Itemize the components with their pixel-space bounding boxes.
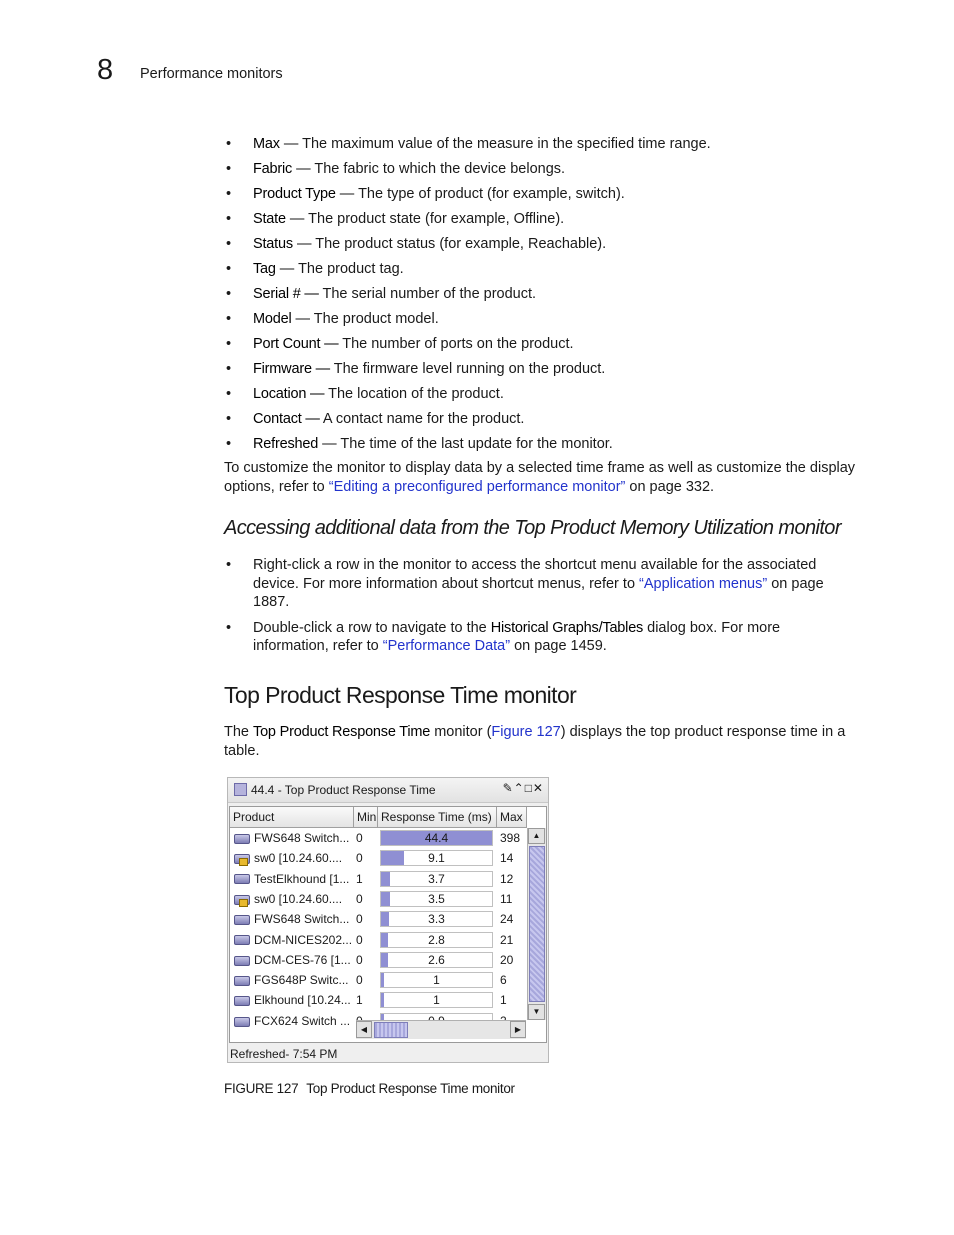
product-name: Elkhound [10.24... <box>254 993 351 1008</box>
field-description: The serial number of the product. <box>318 286 537 302</box>
product-cell <box>234 970 352 990</box>
product-name: DCM-NICES202... <box>254 932 352 947</box>
response-time-cell <box>380 909 494 929</box>
response-time-value: 3.7 <box>428 871 445 886</box>
response-intro <box>224 723 874 761</box>
max-cell: 24 <box>500 912 514 927</box>
max-cell: 12 <box>500 871 514 886</box>
min-cell: 0 <box>356 912 363 927</box>
field-list <box>224 135 874 460</box>
response-time-cell <box>380 889 494 909</box>
field-list-item: • Serial # — The serial number of the product. <box>226 286 537 302</box>
editing-monitor-link[interactable]: “Editing a preconfigured performance monitor” <box>328 479 626 495</box>
switch-icon <box>234 915 250 925</box>
response-time-value: 1 <box>433 973 440 988</box>
chapter-number: 8 <box>97 54 114 86</box>
max-cell: 11 <box>500 891 513 906</box>
switch-icon <box>234 956 250 966</box>
table-row[interactable] <box>230 909 526 929</box>
product-cell <box>234 828 352 848</box>
min-cell: 0 <box>356 851 363 866</box>
customize-page-ref: on page 332. <box>625 479 715 495</box>
response-time-cell <box>380 970 494 990</box>
field-description: — The type of product (for example, switch). <box>335 186 625 202</box>
product-cell <box>234 990 352 1010</box>
product-cell <box>234 950 352 970</box>
response-time-cell <box>380 930 494 950</box>
field-term: Location — <box>253 386 325 402</box>
max-cell: 21 <box>500 932 514 947</box>
field-term: Max <box>253 136 280 152</box>
table-row[interactable] <box>230 869 526 889</box>
field-list-item: • Fabric — The fabric to which the device belongs. <box>226 161 566 177</box>
performance-data-link[interactable]: “Performance Data” <box>382 638 511 654</box>
response-time-value: 3.3 <box>428 912 445 927</box>
accessing-data-list <box>224 556 844 663</box>
switch-warning-icon <box>234 895 250 905</box>
scroll-up-icon[interactable]: ▲ <box>528 828 545 844</box>
bullet-page-ref: on page 1887. <box>253 575 824 610</box>
chapter-title: Performance monitors <box>140 66 283 82</box>
product-name: FCX624 Switch ... <box>254 1013 351 1028</box>
min-cell: 0 <box>356 831 363 845</box>
figure-caption <box>224 1081 515 1096</box>
response-time-heading: Top Product Response Time monitor <box>224 682 577 708</box>
product-name: FWS648 Switch... <box>254 912 350 927</box>
figure-caption-text: Top Product Response Time monitor <box>306 1081 515 1096</box>
bullet-text: Double-click a row to navigate to the <box>253 619 491 636</box>
field-term: Tag <box>253 261 276 277</box>
min-cell: 0 <box>356 973 363 988</box>
response-time-table <box>229 806 547 1043</box>
switch-icon <box>234 935 250 945</box>
table-row[interactable] <box>230 848 526 868</box>
column-header-min[interactable]: Min <box>354 807 378 828</box>
field-description: — The fabric to which the device belongs. <box>292 161 566 177</box>
product-cell <box>234 930 352 950</box>
historical-graphs-term: Historical Graphs/Tables <box>490 619 644 636</box>
field-term: Status <box>253 236 293 252</box>
monitor-window-icon <box>234 783 247 796</box>
accessing-data-heading: Accessing additional data from the Top Product Memory Utilization monitor <box>224 517 841 539</box>
product-cell <box>234 909 352 929</box>
product-name: FGS648P Switc... <box>254 973 349 988</box>
field-list-item: • Firmware — The firmware level running on the product. <box>226 361 606 377</box>
field-description: The location of the product. <box>324 386 504 402</box>
product-cell <box>234 889 352 909</box>
field-term: Serial # — <box>253 286 319 302</box>
table-row[interactable] <box>230 950 526 970</box>
table-row[interactable] <box>230 990 526 1010</box>
min-cell: 1 <box>356 871 363 886</box>
monitor-title: 44.4 - Top Product Response Time <box>251 783 436 797</box>
vertical-scrollbar[interactable] <box>527 828 546 1020</box>
bullet-page-ref: on page 1459. <box>510 638 607 654</box>
bullet-text: dialog box. For more information, refer to <box>253 619 781 654</box>
product-name: TestElkhound [1... <box>254 871 350 886</box>
product-cell <box>234 1011 352 1031</box>
field-description: The number of ports on the product. <box>338 336 574 352</box>
product-name: sw0 [10.24.60.... <box>254 851 343 866</box>
customize-paragraph <box>224 459 874 497</box>
table-row[interactable] <box>230 930 526 950</box>
min-cell: 0 <box>356 932 363 947</box>
refreshed-status: Refreshed- 7:54 PM <box>230 1047 338 1061</box>
min-cell: 1 <box>356 993 363 1008</box>
max-cell: 1 <box>500 993 507 1008</box>
list-item: • Right-click a row in the monitor to access the shortcut menu available for the associated device. For more information about shortcut menus, refer to “Application menus” on page 1887. <box>226 557 824 610</box>
table-row[interactable] <box>230 889 526 909</box>
horizontal-scrollbar[interactable] <box>356 1020 526 1039</box>
response-time-cell <box>380 848 494 868</box>
intro-text: The <box>224 724 254 740</box>
list-item: • Double-click a row to navigate to the Historical Graphs/Tables dialog box. For more information, refer to “Performance Data” on page 1459. <box>226 619 781 654</box>
field-list-item: • Location — The location of the product. <box>226 386 504 402</box>
field-list-item: • Port Count — The number of ports on the product. <box>226 336 574 352</box>
field-description: — The maximum value of the measure in the specified time range. <box>279 136 711 152</box>
response-time-value: 2.8 <box>428 932 445 947</box>
field-list-item: • Model — The product model. <box>226 311 439 327</box>
column-header-max[interactable]: Max <box>497 807 527 828</box>
field-list-item: • Contact — A contact name for the product. <box>226 411 525 427</box>
field-description: A contact name for the product. <box>319 411 525 427</box>
scroll-down-icon[interactable]: ▼ <box>528 1004 545 1020</box>
vertical-scroll-thumb[interactable] <box>529 846 545 1002</box>
field-list-item: • State — The product state (for example, Offline). <box>226 211 565 227</box>
field-description: The firmware level running on the product. <box>329 361 606 377</box>
field-term: Model <box>253 311 292 327</box>
switch-icon <box>234 1017 250 1027</box>
field-description: — The product model. <box>291 311 439 327</box>
response-time-cell <box>380 869 494 889</box>
column-header-response-time[interactable]: Response Time (ms) <box>378 807 497 828</box>
response-time-value: 2.6 <box>428 952 445 967</box>
min-cell: 0 <box>356 952 363 967</box>
field-list-item: • Product Type — The type of product (for example, switch). <box>226 186 625 202</box>
figure-label: FIGURE 127 <box>224 1081 299 1096</box>
response-time-value: 9.1 <box>428 851 445 866</box>
field-list-item: • Tag — The product tag. <box>226 261 404 277</box>
field-list-item: • Status — The product status (for example, Reachable). <box>226 236 607 252</box>
field-description: — The product state (for example, Offline). <box>285 211 565 227</box>
max-cell: 398 <box>500 831 521 845</box>
application-menus-link[interactable]: “Application menus” <box>639 575 768 592</box>
switch-icon <box>234 834 250 844</box>
response-time-value: 3.5 <box>428 891 445 906</box>
field-list-item: • Refreshed — The time of the last update for the monitor. <box>226 436 613 452</box>
field-term: State <box>253 211 286 227</box>
product-name: FWS648 Switch... <box>254 831 350 845</box>
switch-icon <box>234 996 250 1006</box>
bullet-text: Right-click a row in the monitor to access the shortcut menu available for the associated device. For more information about shortcut menus, refer to <box>253 557 817 592</box>
response-time-cell <box>380 828 494 848</box>
table-row[interactable] <box>230 970 526 990</box>
field-term: Firmware — <box>253 361 330 377</box>
field-description: — The product tag. <box>275 261 404 277</box>
product-cell <box>234 869 352 889</box>
switch-icon <box>234 874 250 884</box>
window-tools-icon[interactable]: ✎⌃□✕ <box>502 781 544 795</box>
switch-icon <box>234 976 250 986</box>
monitor-term: Top Product Response Time <box>253 724 431 740</box>
product-cell <box>234 848 352 868</box>
monitor-title-bar <box>228 778 548 803</box>
column-header-product[interactable]: Product <box>230 807 354 828</box>
figure-127-link[interactable]: Figure 127 <box>491 724 561 740</box>
customize-text: To customize the monitor to display data by a selected time frame as well as customize the display options, refer to <box>224 460 856 495</box>
response-time-cell <box>380 950 494 970</box>
response-time-value: 1 <box>433 993 440 1008</box>
product-name: sw0 [10.24.60.... <box>254 891 343 906</box>
response-time-monitor-window <box>227 777 549 1063</box>
field-term: Port Count — <box>253 336 339 352</box>
response-time-value: 44.4 <box>424 831 449 845</box>
field-list-item: • Max — The maximum value of the measure in the specified time range. <box>226 136 711 152</box>
table-row[interactable] <box>230 828 526 848</box>
horizontal-scroll-thumb[interactable] <box>374 1022 408 1038</box>
response-time-cell <box>380 990 494 1010</box>
scroll-left-icon[interactable]: ◀ <box>356 1021 372 1038</box>
intro-text: ) displays the top product response time in a table. <box>224 724 846 759</box>
max-cell: 20 <box>500 952 514 967</box>
switch-warning-icon <box>234 854 250 864</box>
field-description: — The time of the last update for the monitor. <box>318 436 613 452</box>
scroll-right-icon[interactable]: ▶ <box>510 1021 526 1038</box>
min-cell: 0 <box>356 891 363 906</box>
max-cell: 6 <box>500 973 507 988</box>
field-term: Fabric <box>253 161 293 177</box>
field-term: Contact — <box>253 411 320 427</box>
field-term: Product Type <box>253 186 336 202</box>
max-cell: 14 <box>500 851 514 866</box>
product-name: DCM-CES-76 [1... <box>254 952 351 967</box>
field-term: Refreshed <box>253 436 319 452</box>
intro-text: monitor ( <box>430 724 492 740</box>
field-description: — The product status (for example, Reachable). <box>292 236 607 252</box>
